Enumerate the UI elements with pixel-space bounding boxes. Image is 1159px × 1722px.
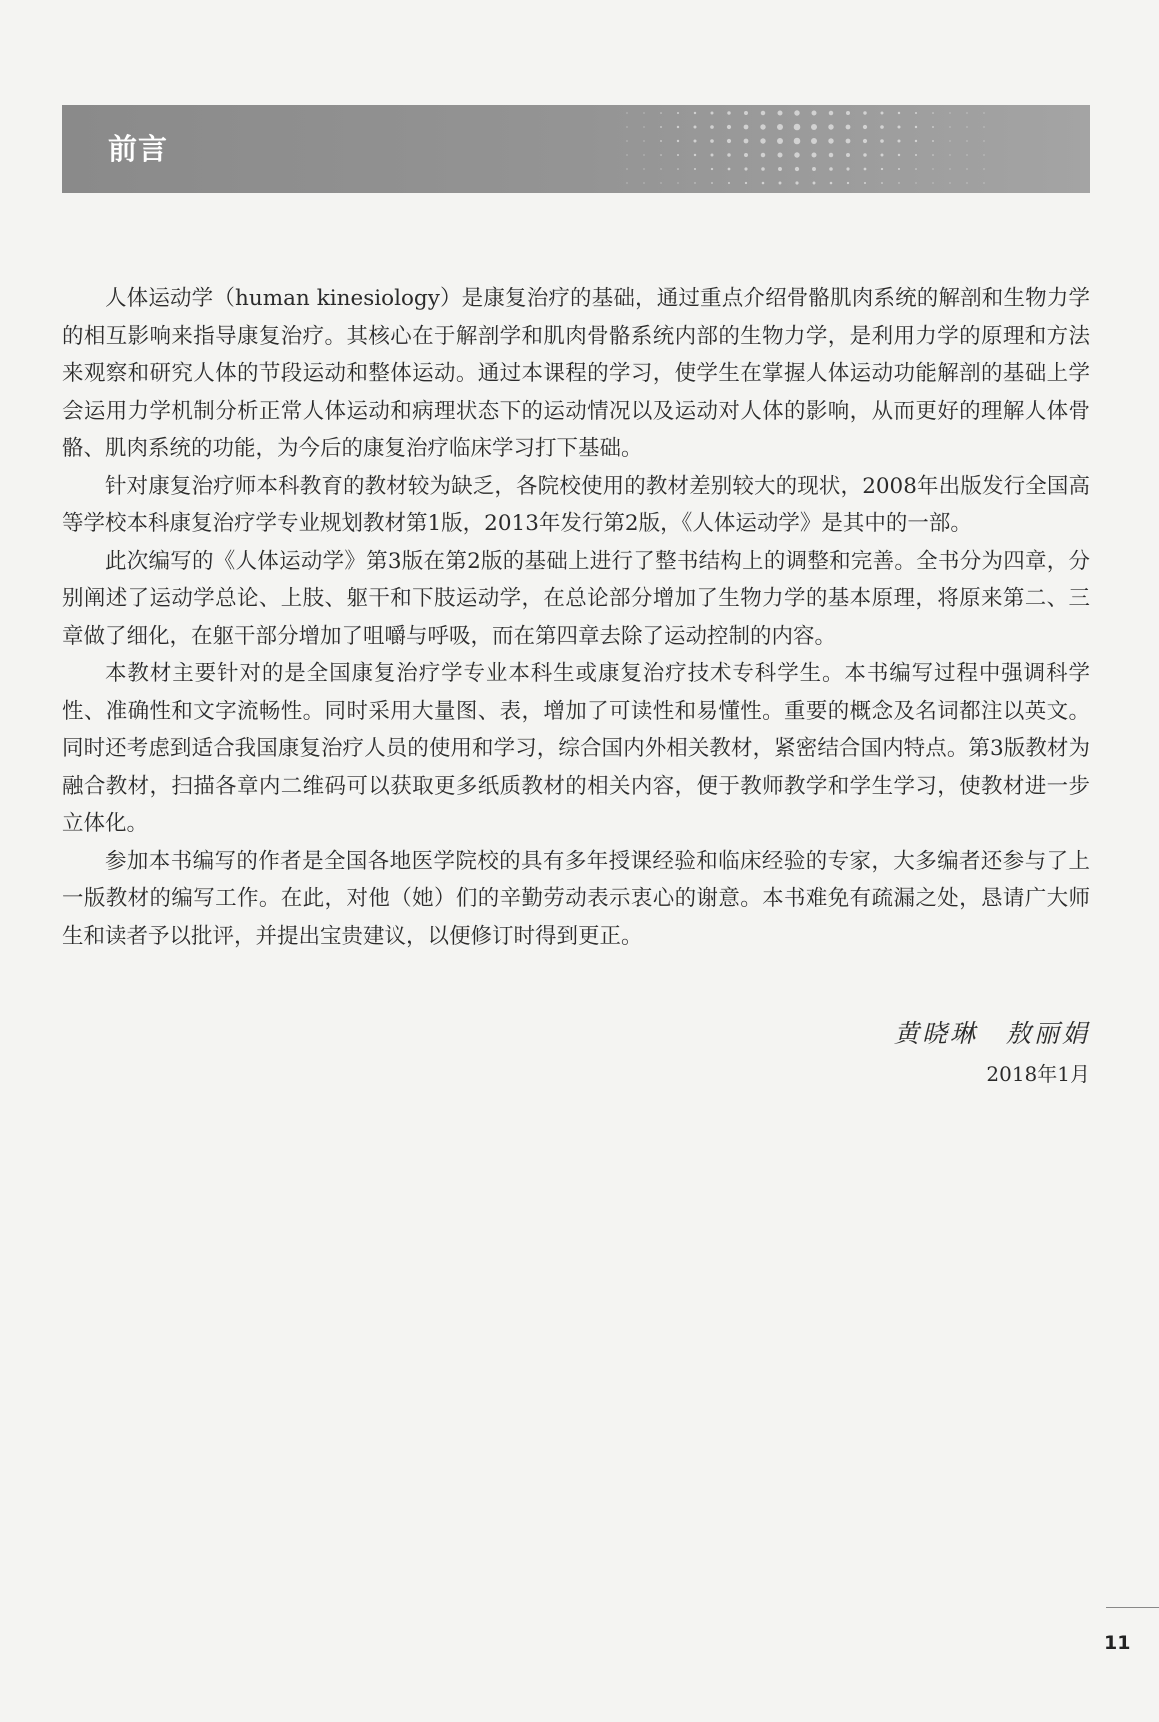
paragraph-4: 本教材主要针对的是全国康复治疗学专业本科生或康复治疗技术专科学生。本书编写过程中强调科学性、准确性和文字流畅性。同时采用大量图、表，增加了可读性和易懂性。重要的概念及名词都注以英文。同时还考虑到适合我国康复治疗人员的使用和学习，综合国内外相关教材，紧密结合国内特点。第3版教材为融合教材，扫描各章内二维码可以获取更多纸质教材的相关内容，便于教师教学和学生学习，使教材进一步立体化。 bbox=[62, 661, 1090, 836]
paragraph-2: 针对康复治疗师本科教育的教材较为缺乏，各院校使用的教材差别较大的现状，2008年出版发行全国高等学校本科康复治疗学专业规划教材第1版，2013年发行第2版，《人体运动学》是其中的一部。 bbox=[62, 473, 1090, 536]
paragraph-5: 参加本书编写的作者是全国各地医学院校的具有多年授课经验和临床经验的专家，大多编者还参与了上一版教材的编写工作。在此，对他（她）们的辛勤劳动表示衷心的谢意。本书难免有疏漏之处，恳请广大师生和读者予以批评，并提出宝贵建议，以便修订时得到更正。 bbox=[62, 848, 1090, 949]
decorative-dot-pattern bbox=[617, 105, 1017, 193]
page-number: 11 bbox=[1104, 1632, 1131, 1654]
section-header-bar bbox=[62, 105, 1090, 193]
paragraph-1: 人体运动学（human kinesiology）是康复治疗的基础，通过重点介绍骨骼肌肉系统的解剖和生物力学的相互影响来指导康复治疗。其核心在于解剖学和肌肉骨骼系统内部的生物力学，是利用力学的原理和方法来观察和研究人体的节段运动和整体运动。通过本课程的学习，使学生在掌握人体运动功能解剖的基础上学会运用力学机制分析正常人体运动和病理状态下的运动情况以及运动对人体的影响，从而更好的理解人体骨骼、肌肉系统的功能，为今后的康复治疗临床学习打下基础。 bbox=[62, 286, 1090, 461]
paragraph-3: 此次编写的《人体运动学》第3版在第2版的基础上进行了整书结构上的调整和完善。全书分为四章，分别阐述了运动学总论、上肢、躯干和下肢运动学，在总论部分增加了生物力学的基本原理，将原来第二、三章做了细化，在躯干部分增加了咀嚼与呼吸，而在第四章去除了运动控制的内容。 bbox=[62, 548, 1090, 649]
preface-body bbox=[62, 280, 1090, 955]
author-signature: 黄晓琳 敖丽娟 bbox=[893, 1019, 1090, 1048]
signature-date: 2018年1月 bbox=[986, 1062, 1090, 1086]
footer-rule bbox=[1106, 1607, 1159, 1608]
section-title: 前言 bbox=[108, 132, 169, 166]
